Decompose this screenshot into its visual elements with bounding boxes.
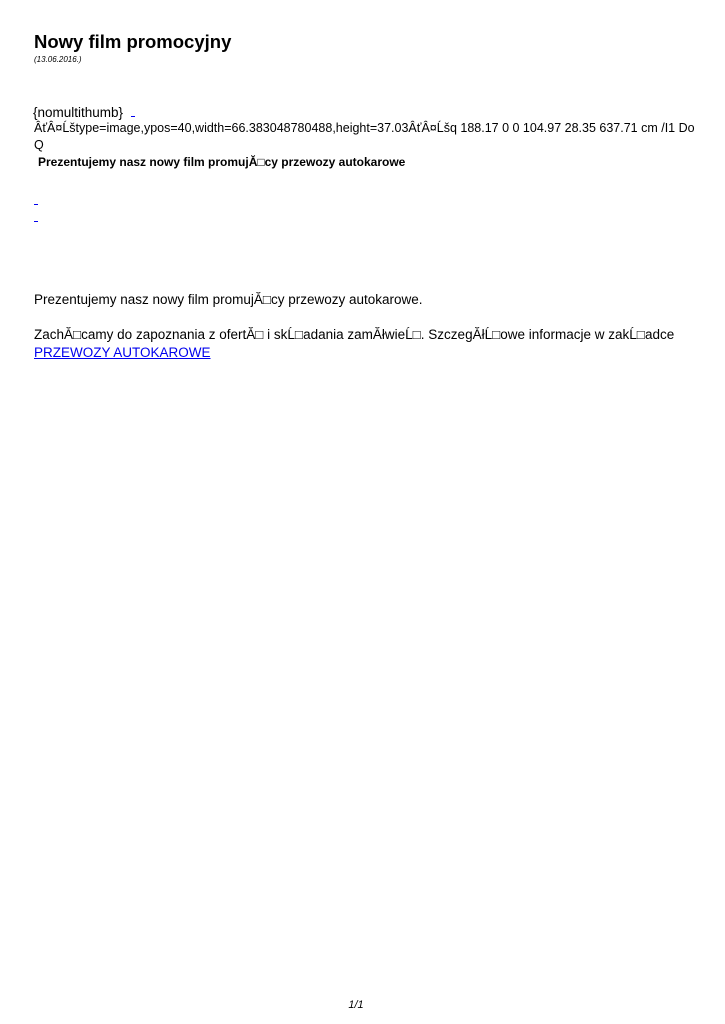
page-number: 1/1 (348, 999, 364, 1011)
section-link-przewozy[interactable]: PRZEWOZY AUTOKAROWE (34, 345, 211, 360)
page-title: Nowy film promocyjny (34, 31, 232, 52)
paragraph-invitation: ZachĂ□camy do zapoznania z ofertĂ□ i skĹ□adania zamĂłwieĹ□. SzczegĂłĹ□owe informacje w zakĹ□adce (34, 327, 675, 342)
publish-date: (13.06.2016.) (34, 55, 82, 64)
empty-link-1[interactable] (34, 198, 38, 205)
empty-link-2[interactable] (34, 215, 38, 222)
embedded-code-line-end: Q (34, 138, 44, 152)
thumb-tag-text: {nomultithumb} (33, 105, 124, 120)
intro-heading: Prezentujemy nasz nowy film promujĂ□cy przewozy autokarowe (38, 155, 406, 169)
thumb-placeholder-line (33, 102, 135, 120)
thumb-link[interactable] (131, 102, 135, 117)
embedded-code-line: ÂťÂ¤Ĺštype=image,ypos=40,width=66.383048780488,height=37.03ÂťÂ¤Ĺšq 188.17 0 0 104.97 28.35 637.71 cm /I1 Do (34, 121, 695, 135)
paragraph-intro: Prezentujemy nasz nowy film promujĂ□cy przewozy autokarowe. (34, 292, 423, 307)
